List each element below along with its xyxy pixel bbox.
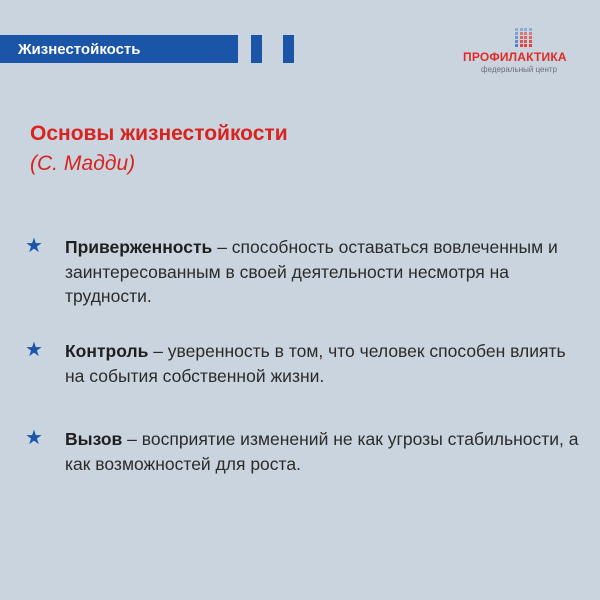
logo-grid-dot <box>515 40 518 43</box>
logo-grid-dot <box>529 32 532 35</box>
star-icon: ★ <box>25 339 43 361</box>
logo-grid-dot <box>524 32 527 35</box>
star-icon: ★ <box>25 235 43 257</box>
logo-grid-dot <box>520 44 523 47</box>
list-item-description: – способность оставаться вовлеченным и заинтересованным в своей деятельности несмотря на трудности. <box>65 237 558 306</box>
logo-grid-dot <box>515 28 518 31</box>
logo-grid-dot <box>529 44 532 47</box>
header-tag <box>0 35 238 63</box>
logo-grid-dot <box>515 36 518 39</box>
logo-grid-dot <box>524 36 527 39</box>
star-icon: ★ <box>25 427 43 449</box>
header-stripe <box>251 35 262 63</box>
logo-grid-dot <box>529 28 532 31</box>
logo-grid-dot <box>520 32 523 35</box>
header-stripe <box>283 35 294 63</box>
logo-subtitle: федеральный центр <box>481 65 558 74</box>
list-item-description: – восприятие изменений не как угрозы стабильности, а как возможностей для роста. <box>65 429 579 474</box>
logo <box>463 28 583 76</box>
list-item-text <box>65 339 585 388</box>
logo-grid-dot <box>520 28 523 31</box>
logo-grid-dot <box>520 40 523 43</box>
logo-grid-dot <box>515 44 518 47</box>
list-item-description: – уверенность в том, что человек способен влиять на события собственной жизни. <box>65 341 566 386</box>
section-title: Основы жизнестойкости <box>30 122 288 145</box>
list-item-text <box>65 235 585 309</box>
logo-grid-dot <box>524 44 527 47</box>
section-subtitle: (С. Мадди) <box>30 152 136 175</box>
logo-grid-dot <box>520 36 523 39</box>
logo-grid-dot <box>524 40 527 43</box>
list-item-term: Вызов <box>65 429 123 449</box>
logo-grid-dot <box>515 32 518 35</box>
logo-grid-dot <box>529 40 532 43</box>
list-item-term: Контроль <box>65 341 149 361</box>
logo-grid-icon <box>515 28 533 48</box>
list-item-term: Приверженность <box>65 237 213 257</box>
header-title: Жизнестойкость <box>18 40 141 58</box>
logo-grid-dot <box>529 36 532 39</box>
list-item-text <box>65 427 585 476</box>
logo-name: ПРОФИЛАКТИКА <box>463 50 567 64</box>
logo-grid-dot <box>524 28 527 31</box>
